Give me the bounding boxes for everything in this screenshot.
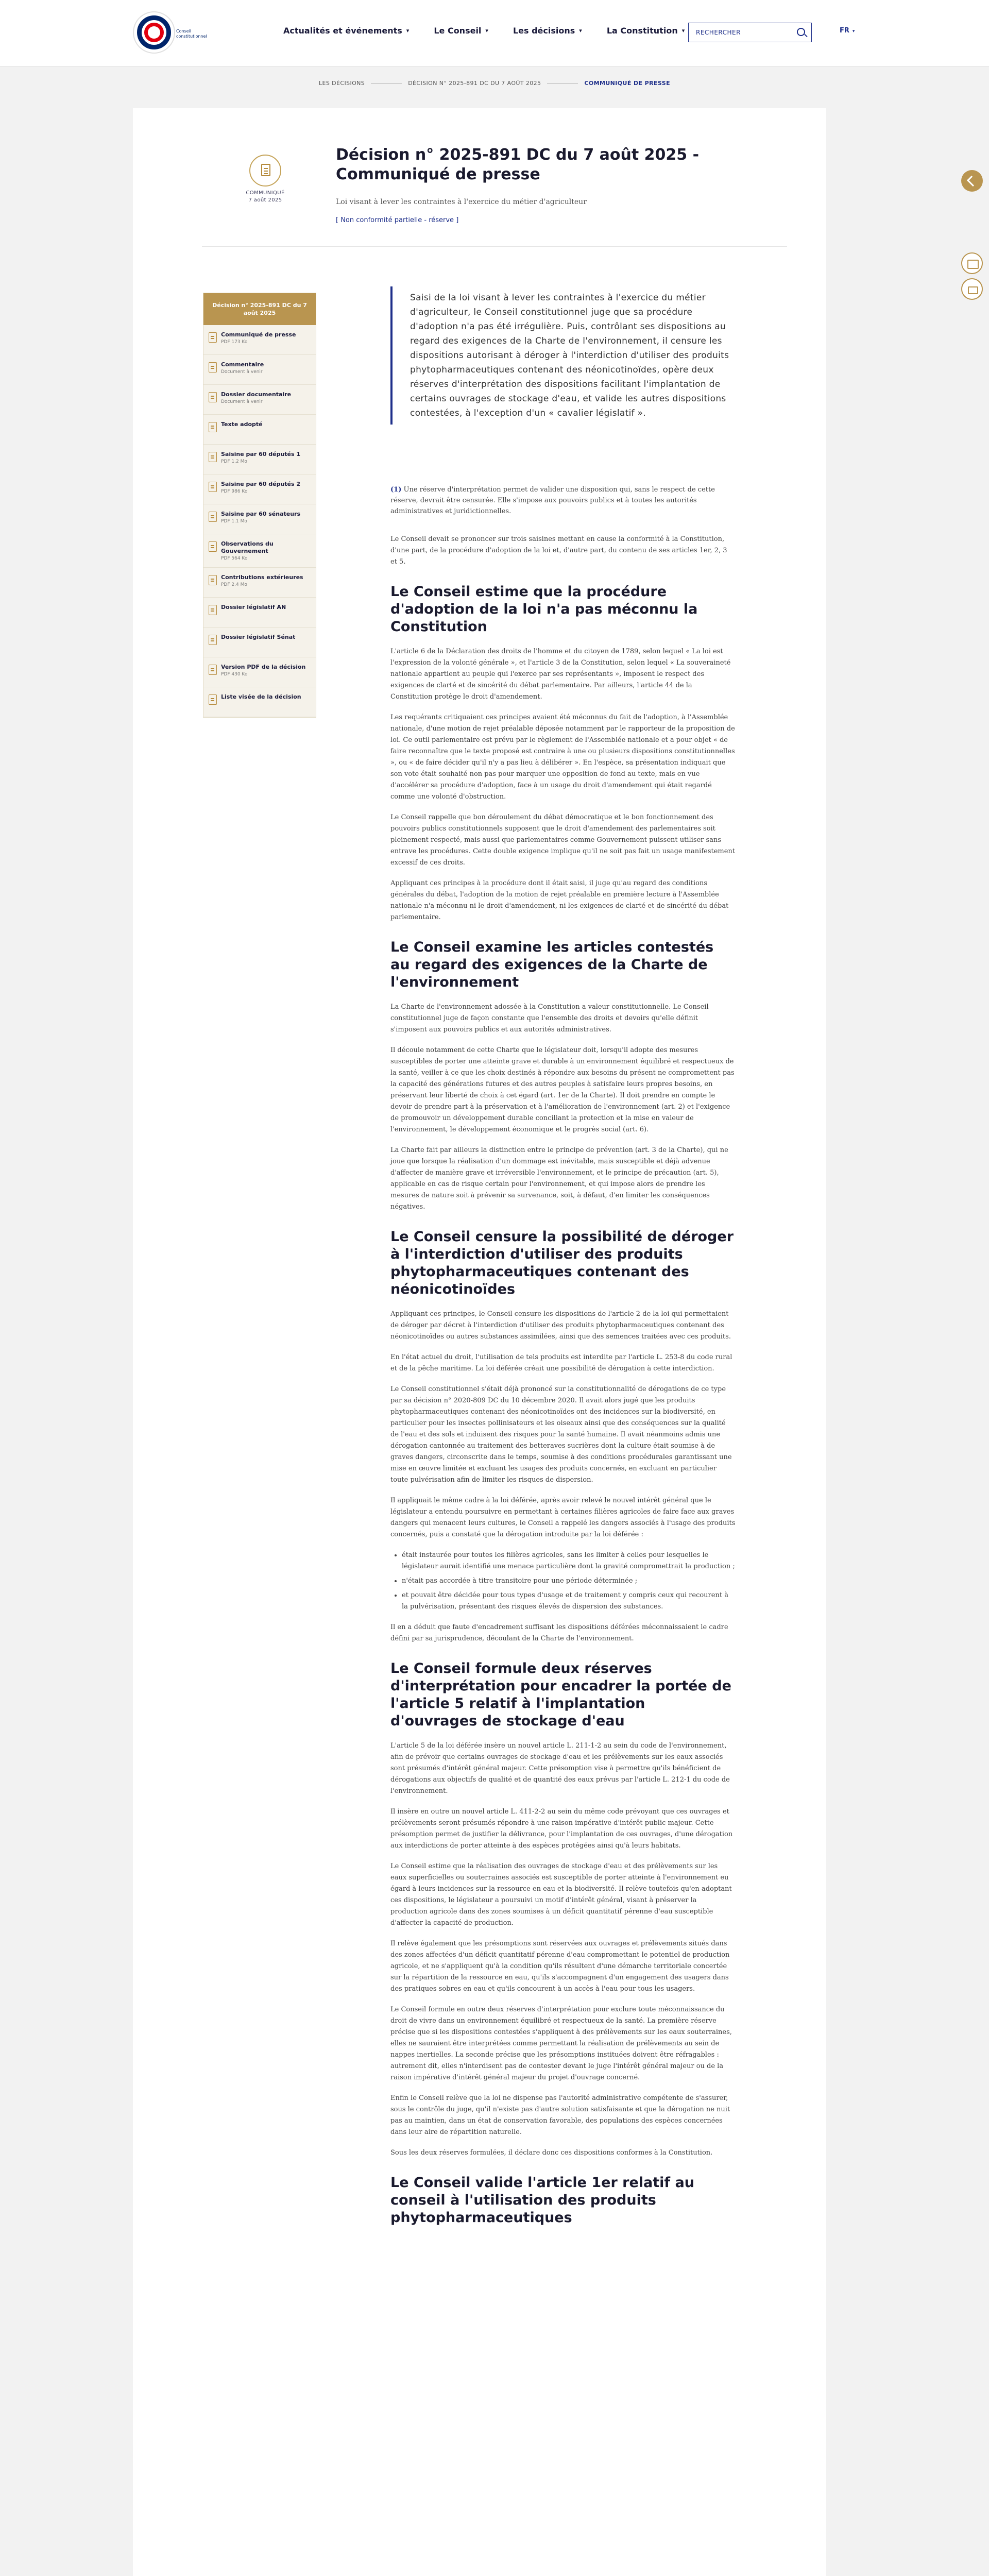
search-icon[interactable] xyxy=(797,28,805,36)
chevron-down-icon: ▾ xyxy=(485,27,488,34)
bullet-list xyxy=(402,1550,736,1613)
breadcrumb-separator xyxy=(371,83,402,84)
document-icon xyxy=(209,575,217,585)
sidebar-heading: Décision n° 2025-891 DC du 7 août 2025 xyxy=(203,293,316,325)
document-icon xyxy=(209,694,217,705)
sidebar-document-link[interactable]: Dossier législatif AN xyxy=(203,598,316,628)
section-heading: Le Conseil formule deux réserves d'interprétation pour encadrer la portée de l'article 5 relatif à l'implantation d'ouvrages de stockage d'eau xyxy=(390,1660,731,1729)
section-heading: Le Conseil censure la possibilité de déroger à l'interdiction d'utiliser des produits phytopharmaceutiques contenant des néonicotinoïdes xyxy=(390,1229,734,1297)
paragraph: Le Conseil estime que la réalisation des ouvrages de stockage d'eau et des prélèvements sur les eaux superficielles ou souterraines associés est susceptible de porter atteinte à l'environnement eu égard à leurs incidences sur la ressource en eau et la biodiversité. Il relève toutefois qu'en adoptant ces dispositions, le législateur a poursuivi un motif d'intérêt général, visant à préserver la production agricole dans des zones soumises à un déficit quantitatif pérenne d'eau susceptible d'affecter la capacité de production. xyxy=(390,1862,732,1927)
sidebar-document-link[interactable]: Communiqué de presse PDF 173 Ko xyxy=(203,325,316,355)
conformity-status: [ Non conformité partielle - réserve ] xyxy=(336,216,459,224)
sidebar-document-link[interactable]: Observations du Gouvernement PDF 564 Ko xyxy=(203,534,316,568)
paragraph: Le Conseil rappelle que bon déroulement du débat démocratique et le bon fonctionnement des pouvoirs publics constitutionnels supposent que le droit d'amendement des parlementaires soit pleinement respecté, mais aussi que parlementaires comme Gouvernement puissent utiliser sans entrave les procédures. Cette double exigence implique qu'il ne soit pas fait un usage manifestement excessif de ces droits. xyxy=(390,814,736,867)
chevron-down-icon: ▾ xyxy=(852,29,855,34)
section-heading: Le Conseil valide l'article 1er relatif au conseil à l'utilisation des produits phytopharmaceutiques xyxy=(390,2175,695,2226)
paragraph: Le Conseil devait se prononcer sur trois saisines mettant en cause la conformité à la Constitution, d'une part, de la procédure d'adoption de la loi et, d'autre part, du contenu de ses articles 1er, 2, 3 et 5. xyxy=(390,535,727,566)
paragraph: La Charte de l'environnement adossée à la Constitution a valeur constitutionnelle. Le Conseil constitutionnel juge de façon constante que l'ensemble des droits et devoirs qu'elle définit s'imposent aux pouvoirs publics et aux autorités administratives. xyxy=(390,1003,709,1033)
breadcrumb-item[interactable]: DÉCISION N° 2025-891 DC DU 7 AOÛT 2025 xyxy=(408,80,541,87)
document-icon xyxy=(209,665,217,675)
paragraph: L'article 6 de la Déclaration des droits de l'homme et du citoyen de 1789, selon lequel « La loi est l'expression de la volonté générale », et l'article 3 de la Constitution, selon lequel « La souveraineté nationale appartient au peuple qui l'exerce par ses représentants », imposent le respect des exigences de clarté et de sincérité du débat parlementaire. Par ailleurs, l'article 44 de la Constitution protège le droit d'amendement. xyxy=(390,648,731,701)
email-button[interactable] xyxy=(961,278,983,300)
document-icon xyxy=(209,452,217,462)
sidebar-document-link[interactable]: Version PDF de la décision PDF 430 Ko xyxy=(203,657,316,687)
main-nav xyxy=(283,26,685,36)
breadcrumb-separator xyxy=(547,83,578,84)
sidebar-document-link[interactable]: Liste visée de la décision xyxy=(203,687,316,717)
paragraph: Les requérants critiquaient ces principes avaient été méconnus du fait de l'adoption, à l'Assemblée nationale, d'une motion de rejet préalable déposée notamment par le rapporteur de la proposition de loi. Ce outil parlementaire est prévu par le règlement de l'Assemblée nationale et a pour objet « de faire reconnaître que le texte proposé est contraire à une ou plusieurs dispositions constitutionnelles », ou « de faire décider qu'il n'y a pas lieu à délibérer ». En l'espèce, sa présentation indiquait que son vote était souhaité non pas pour marquer une opposition de fond au texte, mais en vue d'accélérer sa procédure d'adoption, face à un usage du droit d'amendement qui était regardé comme une volonté d'obstruction. xyxy=(390,714,735,801)
document-icon xyxy=(209,635,217,645)
document-icon xyxy=(209,605,217,615)
print-button[interactable] xyxy=(961,252,983,274)
sidebar-document-link[interactable]: Contributions extérieures PDF 2.4 Mo xyxy=(203,568,316,598)
paragraph: Il relève également que les présomptions sont réservées aux ouvrages et prélèvements situés dans des zones affectées d'un déficit quantitatif pérenne d'eau compromettant le potentiel de production agricole, et ne s'appliquent qu'à la condition qu'ils résultent d'une démarche territoriale concertée sur la répartition de la ressource en eau, qu'ils s'accompagnent d'un engagement des usagers dans des pratiques sobres en eau et qu'ils concourent à un accès à l'eau pour tous les usagers. xyxy=(390,1940,730,1993)
sidebar-document-link[interactable]: Commentaire Document à venir xyxy=(203,355,316,385)
paragraph: Il appliquait le même cadre à la loi déférée, après avoir relevé le nouvel intérêt général que le législateur a entendu poursuivre en permettant à certaines filières agricoles de faire face aux graves dangers qui menacent leurs cultures, le Conseil a rappelé les dangers associés à l'usage des produits concernés, puis a constaté que la dérogation introduite par la loi déférée : xyxy=(390,1497,736,1538)
document-icon xyxy=(209,482,217,492)
divider xyxy=(202,246,787,247)
list-item: • et pouvait être décidée pour tous types d'usage et de traitement y compris ceux qui recourent à la pulvérisation, présentant des risques élevés de dispersion des substances. xyxy=(402,1590,736,1613)
paragraph: Enfin le Conseil relève que la loi ne dispense pas l'autorité administrative compétente de s'assurer, sous le contrôle du juge, qu'il n'existe pas d'autre solution satisfaisante et que la dérogation ne nuit pas au maintien, dans un état de conservation favorable, des populations des espèces concernées dans leur aire de répartition naturelle. xyxy=(390,2094,730,2136)
chevron-down-icon: ▾ xyxy=(579,27,582,34)
decision-documents-sidebar xyxy=(203,293,316,718)
logo-text: Conseil constitutionnel xyxy=(176,29,207,39)
paragraph: Sous les deux réserves formulées, il déclare donc ces dispositions conformes à la Constitution. xyxy=(390,2149,713,2157)
document-icon xyxy=(209,362,217,372)
list-item: • était instaurée pour toutes les filières agricoles, sans les limiter à celles pour lesquelles le législateur aurait identifié une menace particulière dont la gravité compromettrait la production ; xyxy=(402,1550,736,1572)
nav-decisions[interactable]: Les décisions ▾ xyxy=(513,26,582,36)
breadcrumb-item[interactable]: LES DÉCISIONS xyxy=(318,80,365,87)
language-selector[interactable]: FR ▾ xyxy=(840,27,855,35)
document-icon xyxy=(209,512,217,522)
nav-actualites[interactable]: Actualités et événements ▾ xyxy=(283,26,410,36)
article-body xyxy=(390,534,736,2237)
paragraph: Appliquant ces principes, le Conseil censure les dispositions de l'article 2 de la loi qui permettaient de déroger par décret à l'interdiction d'utiliser des produits phytopharmaceutiques contenant des néonicotinoïdes ou autres substances assimilées, ainsi que des semences traitées avec ces produits. xyxy=(390,1310,731,1341)
sidebar-document-link[interactable]: Saisine par 60 députés 2 PDF 986 Ko xyxy=(203,474,316,504)
document-icon xyxy=(209,541,217,552)
breadcrumb-current: COMMUNIQUÉ DE PRESSE xyxy=(584,80,670,87)
page-title: Décision n° 2025-891 DC du 7 août 2025 - Communiqué de presse xyxy=(336,146,700,183)
site-header xyxy=(0,0,989,67)
document-icon xyxy=(209,422,217,432)
section-heading: Le Conseil examine les articles contestés au regard des exigences de la Charte de l'environnement xyxy=(390,939,714,990)
paragraph: L'article 5 de la loi déférée insère un nouvel article L. 211-1-2 au sein du code de l'environnement, afin de prévoir que certains ouvrages de stockage d'eau et les prélèvements sur les eaux associés sont présumés d'intérêt général majeur. Cette présomption vise à permettre qu'ils bénéficient de dérogations aux objectifs de qualité et de quantité des eaux prévus par l'article L. 212-1 du code de l'environnement. xyxy=(390,1742,730,1795)
paragraph: La Charte fait par ailleurs la distinction entre le principe de prévention (art. 3 de la Charte), qui ne joue que lorsque la réalisation d'un dommage est inévitable, mais susceptible et déjà advenue d'affecter de manière grave et irréversible l'environnement, et le principe de précaution (art. 5), applicable en cas de risque certain pour l'environnement, et qui impose alors de prendre les mesures de nature soit à prévenir sa survenance, soit, à défaut, d'en limiter les conséquences négatives. xyxy=(390,1146,728,1211)
sidebar-document-link[interactable]: Dossier documentaire Document à venir xyxy=(203,385,316,415)
paragraph: Il insère en outre un nouvel article L. 411-2-2 au sein du même code prévoyant que ces ouvrages et prélèvements seront présumés répondre à une raison impérative d'intérêt public majeur. Cette présomption permet de justifier la délivrance, pour l'implantation de ces ouvrages, d'une dérogation aux interdictions de porter atteinte à des espèces protégées ainsi qu'à leurs habitats. xyxy=(390,1808,733,1850)
nav-le-conseil[interactable]: Le Conseil ▾ xyxy=(434,26,488,36)
document-icon xyxy=(249,155,281,187)
document-type-badge: COMMUNIQUÉ 7 août 2025 xyxy=(246,190,285,203)
paragraph: Il découle notamment de cette Charte que le législateur doit, lorsqu'il adopte des mesures susceptibles de porter une atteinte grave et durable à un environnement équilibré et respectueux de la santé, veiller à ce que les choix destinés à répondre aux besoins du présent ne compromettent pas la capacité des générations futures et des autres peuples à satisfaire leurs propres besoins, en préservant leur liberté de choix à cet égard (art. 1er de la Charte). Il doit prendre en compte le devoir de prendre part à la préservation et à l'amélioration de l'environnement (art. 2) et l'exigence de promouvoir un développement durable conciliant la protection et la mise en valeur de l'environnement, le développement économique et le progrès social (art. 6). xyxy=(390,1046,735,1133)
document-icon xyxy=(209,332,217,343)
paragraph: En l'état actuel du droit, l'utilisation de tels produits est interdite par l'article L. 253-8 du code rural et de la pêche maritime. La loi déférée créait une possibilité de dérogation à cette interdiction. xyxy=(390,1353,732,1372)
sidebar-document-link[interactable]: Saisine par 60 sénateurs PDF 1.1 Mo xyxy=(203,504,316,534)
sidebar-document-link[interactable]: Texte adopté xyxy=(203,415,316,445)
summary-quote: Saisi de la loi visant à lever les contraintes à l'exercice du métier d'agriculteur, le Conseil constitutionnel juge que sa procédure d'adoption n'a pas été irrégulière. Puis, contrôlant ses dispositions au regard des exigences de la Charte de l'environnement, il censure les dispositions autorisant à déroger à l'interdiction d'utiliser des produits phytopharmaceutiques contenant des néonicotinoïdes, opère deux réserves d'interprétation des dispositions facilitant l'implantation de certains ouvrages de stockage d'eau, et valide les autres dispositions contestées, à l'exception d'un « cavalier législatif ». xyxy=(390,286,740,425)
search-input[interactable]: RECHERCHER xyxy=(688,23,812,42)
share-button[interactable] xyxy=(961,170,983,192)
paragraph: Il en a déduit que faute d'encadrement suffisant les dispositions déférées méconnaissaient le cadre défini par sa jurisprudence, découlant de la Charte de l'environnement. xyxy=(390,1623,728,1642)
nav-constitution[interactable]: La Constitution ▾ xyxy=(606,26,685,36)
paragraph: Le Conseil constitutionnel s'était déjà prononcé sur la constitutionnalité de dérogations de ce type par sa décision n° 2020-809 DC du 10 décembre 2020. Il avait alors jugé que les produits phytopharmaceutiques contenant des néonicotinoïdes ont des incidences sur la biodiversité, en particulier pour les insectes pollinisateurs et les oiseaux ainsi que des conséquences sur la qualité de l'eau et des sols et induisent des risques pour la santé humaine. Il avait néanmoins admis une dérogation cantonnée au traitement des betteraves sucrières dont la culture était soumise à de graves dangers, circonscrite dans le temps, soumise à des conditions procédurales garantissant une mise en œuvre limitée et excluant les usages des produits concernés, en excluant en particulier toute pulvérisation afin de limiter les risques de dispersion. xyxy=(390,1385,732,1484)
document-icon xyxy=(209,392,217,402)
sidebar-document-link[interactable]: Dossier législatif Sénat xyxy=(203,628,316,657)
list-item: • n'était pas accordée à titre transitoire pour une période déterminée ; xyxy=(402,1575,736,1587)
chevron-down-icon: ▾ xyxy=(406,27,410,34)
chevron-down-icon: ▾ xyxy=(681,27,685,34)
sidebar-document-link[interactable]: Saisine par 60 députés 1 PDF 1.2 Mo xyxy=(203,445,316,474)
page-subtitle: Loi visant à lever les contraintes à l'exercice du métier d'agriculteur xyxy=(336,198,587,206)
breadcrumb xyxy=(0,80,989,87)
site-logo[interactable] xyxy=(133,11,175,54)
paragraph: Le Conseil formule en outre deux réserves d'interprétation pour exclure toute méconnaissance du droit de vivre dans un environnement équilibré et respectueux de la santé. La première réserve précise que si les dispositions contestées s'appliquent à des prélèvements sur les eaux souterraines, elles ne sauraient être interprétées comme permettant la réalisation de prélèvements au sein de nappes inertielles. La seconde précise que les présomptions instituées doivent être réfragables : autrement dit, elles n'interdisent pas de contester devant le juge l'intérêt général majeur ou de la raison impérative d'intérêt général majeur du projet d'ouvrage concerné. xyxy=(390,2006,732,2081)
section-heading: Le Conseil estime que la procédure d'adoption de la loi n'a pas méconnu la Constitution xyxy=(390,584,698,635)
footnote: (1) Une réserve d'interprétation permet de valider une disposition qui, sans le respect de cette réserve, devrait être censurée. Elle s'impose aux pouvoirs publics et à toutes les autorités administratives et juridictionnelles. xyxy=(390,486,715,515)
paragraph: Appliquant ces principes à la procédure dont il était saisi, il juge qu'au regard des conditions générales du débat, l'adoption de la motion de rejet préalable en première lecture à l'Assemblée nationale n'a méconnu ni le droit d'amendement, ni les exigences de clarté et de sincérité du débat parlementaire. xyxy=(390,879,729,921)
